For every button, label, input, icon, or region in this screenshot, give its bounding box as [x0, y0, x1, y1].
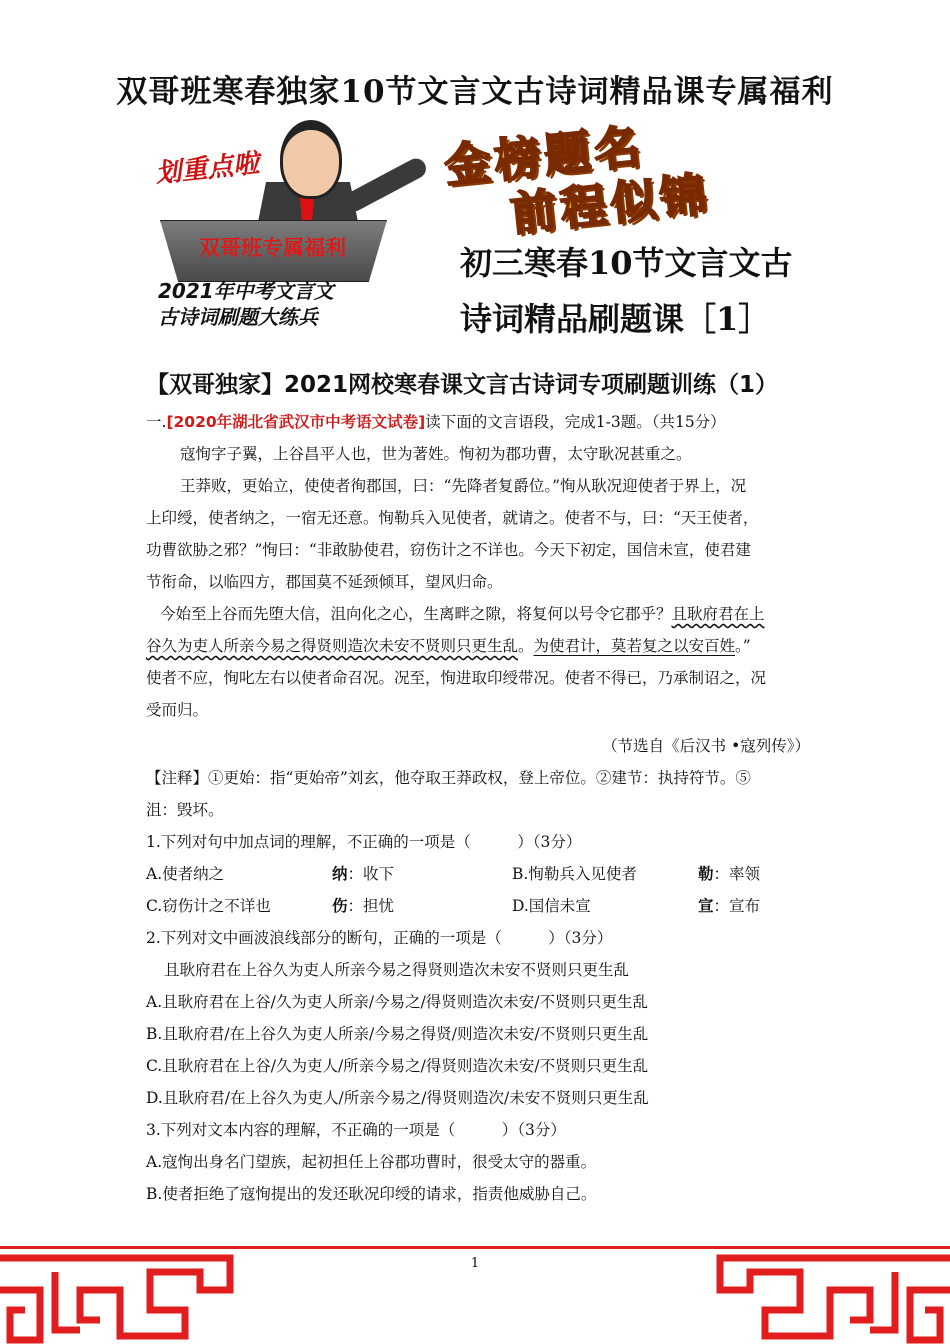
notes-line2: 沮：毁坏。: [146, 801, 224, 819]
underlined-sentence: 为使君计，莫若复之以安百姓: [533, 637, 736, 655]
passage-p2-l4: 节衔命，以临四方，郡国莫不延颈倾耳，望风归命。: [146, 573, 503, 591]
poster-subtitle-line1: 2021年中考文言文: [158, 279, 334, 303]
passage-sep: 。: [518, 637, 534, 655]
poster-subtitle: [158, 278, 398, 330]
passage-p2-l3: 功曹欲胁之邪？”恂曰：“非敢胁使君，窃伤计之不详也。今天下初定，国信未宣，使君建: [146, 541, 751, 559]
q1-option-b: B.恂勒兵入见使者: [512, 865, 637, 883]
section-prefix: 一.: [146, 413, 167, 431]
page-number: 1: [470, 1256, 480, 1271]
passage-p1: 寇恂字子翼，上谷昌平人也，世为著姓。恂初为郡功曹，太守耿况甚重之。: [180, 445, 692, 463]
q1-option-c-word: 伤: [332, 896, 348, 915]
promo-poster: [140, 120, 820, 340]
q1-options-row1: [146, 858, 810, 890]
passage-p3-l1: [146, 598, 810, 630]
q1-option-d: D.国信未宣: [512, 897, 591, 915]
q2-option-d: D.且耿府君/在上谷久为吏人/所亲今易之/得贤则造次/未安不贤则只更生乱: [146, 1089, 649, 1107]
q1-option-a: A.使者纳之: [146, 865, 225, 883]
passage-quote-end: 。”: [735, 637, 751, 655]
section-instruction: 读下面的文言语段，完成1-3题。（共15分）: [425, 413, 726, 431]
exercise-heading-bracket: 【双哥独家】: [146, 371, 284, 398]
exercise-heading-text: 2021网校寒春课文言古诗词专项刷题训练（1）: [284, 372, 779, 398]
fret-ornament-right: [710, 1250, 950, 1344]
passage-p3-l3: 使者不应，恂叱左右以使者命召况。况至，恂进取印绶带况。使者不得已，乃承制诏之，况: [146, 669, 767, 687]
exercise-content: [146, 406, 810, 1210]
q1-option-a-word: 纳: [332, 864, 348, 883]
passage-p3-l2: [146, 630, 810, 662]
poster-subtitle-line2: 古诗词刷题大练兵: [158, 305, 318, 329]
passage-p2-l1: 王莽败，更始立，使使者徇郡国，曰：“先降者复爵位。”恂从耿况迎使者于界上，况: [180, 477, 747, 495]
q3-option-a: A.寇恂出身名门望族，起初担任上谷郡功曹时，很受太守的器重。: [146, 1153, 597, 1171]
teacher-head: [280, 120, 342, 199]
gold-slogan: [430, 118, 820, 242]
passage-p3-l4: 受而归。: [146, 701, 209, 719]
exercise-heading: [146, 366, 778, 399]
q2-stem: 2.下列对文中画波浪线部分的断句，正确的一项是（ ）（3分）: [146, 929, 613, 947]
q1-option-a-meaning: [332, 858, 512, 890]
q1-option-b-meaning: [698, 858, 798, 890]
passage-source: （节选自《后汉书 •寇列传》）: [602, 737, 810, 755]
passage-p2-l2: 上印绶，使者纳之，一宿无还意。恂勒兵入见使者，就请之。使者不与，曰：“天王使者，: [146, 509, 759, 527]
poster-title: [460, 235, 840, 347]
fret-border-line: [0, 1246, 950, 1249]
poster-title-line2: 诗词精品刷题课［1］: [460, 300, 771, 338]
passage-p3-plain: 今始至上谷而先堕大信，沮向化之心，生离畔之隙，将复何以号令它郡乎？: [160, 605, 672, 623]
q2-option-a: A.且耿府君在上谷/久为吏人所亲/今易之/得贤则造次未安/不贤则只更生乱: [146, 993, 649, 1011]
q2-sentence: 且耿府君在上谷久为吏人所亲今易之得贤则造次未安不贤则只更生乱: [164, 961, 630, 979]
q2-option-b: B.且耿府君/在上谷久为吏人所亲/今易之得贤/则造次未安/不贤则只更生乱: [146, 1025, 649, 1043]
q3-stem: 3.下列对文本内容的理解，不正确的一项是（ ）（3分）: [146, 1121, 566, 1139]
q2-option-c: C.且耿府君在上谷/久为吏人/所亲今易之/得贤则造次未安/不贤则只更生乱: [146, 1057, 649, 1075]
teacher-illustration: [140, 120, 410, 332]
gold-slogan-line1: 金榜题名: [442, 118, 647, 194]
q1-option-b-def: ：率领: [713, 865, 761, 883]
source-tag: [2020年湖北省武汉市中考语文试卷]: [166, 413, 426, 431]
q1-option-c-def: ：担忧: [347, 897, 395, 915]
q1-stem: 1.下列对句中加点词的理解，不正确的一项是（ ）（3分）: [146, 833, 582, 851]
notes-line1: 【注释】①更始：指“更始帝”刘玄，他夺取王莽政权，登上帝位。②建节：执持符节。⑤: [146, 769, 751, 787]
q1-option-c-meaning: [332, 890, 512, 922]
wavy-underlined-text: 且耿府君在上: [671, 605, 765, 623]
q1-options-row2: [146, 890, 810, 922]
q1-option-b-word: 勒: [698, 864, 714, 883]
poster-title-line1: 初三寒春10节文言文古: [460, 244, 793, 282]
podium-label: 双哥班专属福利: [199, 236, 346, 260]
q3-option-b: B.使者拒绝了寇恂提出的发还耿况印绶的请求，指责他威胁自己。: [146, 1185, 597, 1203]
gold-slogan-line2: 前程似锦: [508, 166, 713, 242]
q1-option-a-def: ：收下: [347, 865, 395, 883]
banner-title: 双哥班寒春独家10节文言文古诗词精品课专属福利: [116, 74, 834, 110]
wavy-underlined-text-cont: 谷久为吏人所亲今易之得贤则造次未安不贤则只更生乱: [146, 637, 519, 655]
handwriting-label: 划重点啦: [153, 148, 261, 190]
q1-option-c: C.窃伤计之不详也: [146, 897, 271, 915]
q1-option-d-meaning: [698, 890, 798, 922]
section-intro: [146, 406, 810, 438]
q1-option-d-def: ：宣布: [713, 897, 761, 915]
q1-option-d-word: 宣: [698, 896, 714, 915]
fret-ornament-left: [0, 1250, 240, 1344]
